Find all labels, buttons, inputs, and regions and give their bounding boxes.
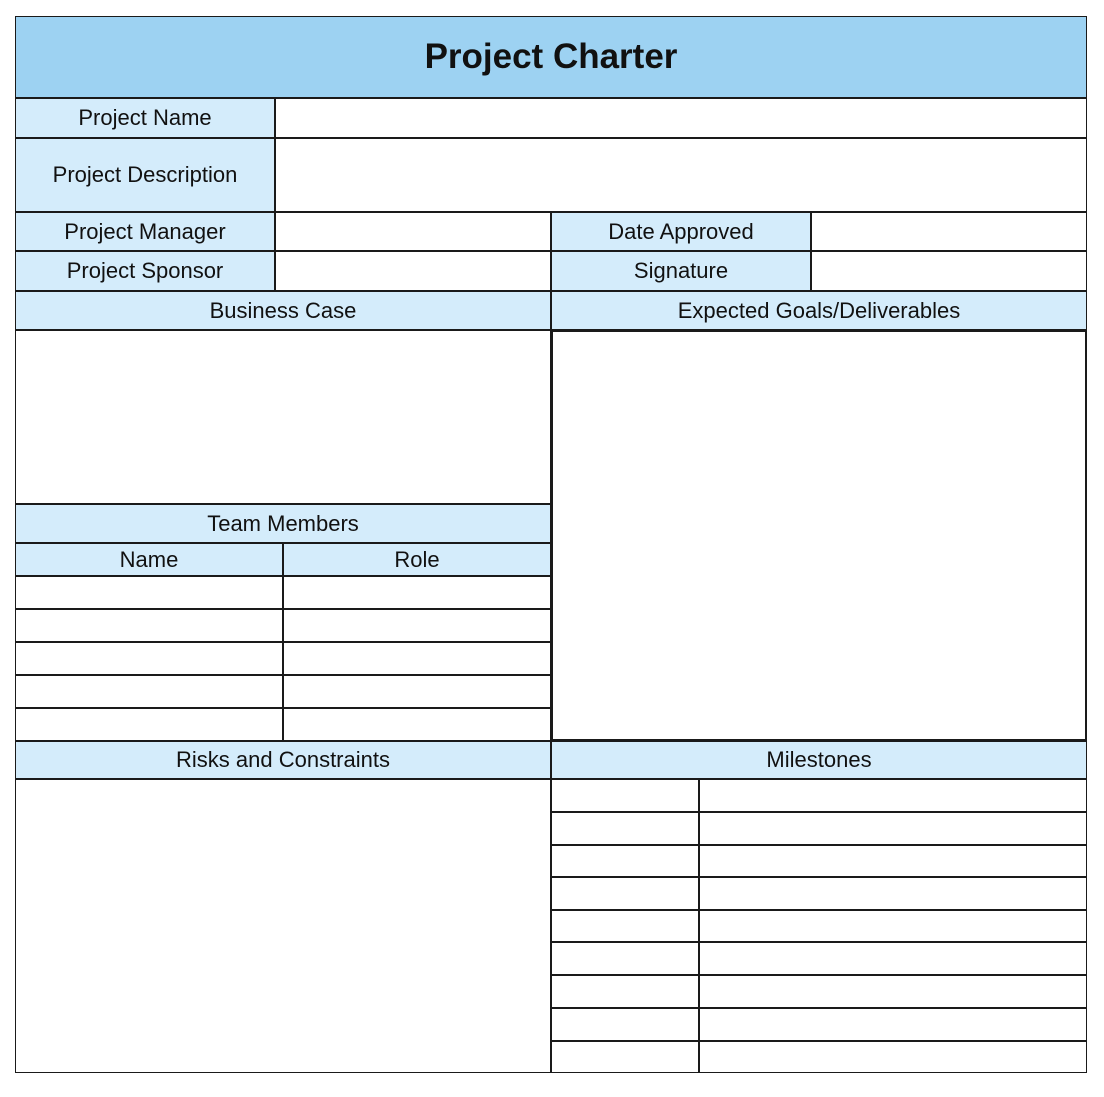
project-name-label: Project Name [15,98,275,138]
team-name-cell[interactable] [15,609,283,642]
team-role-cell[interactable] [283,576,551,609]
milestone-description-cell[interactable] [699,779,1087,812]
team-role-column-header: Role [283,543,551,576]
project-sponsor-label: Project Sponsor [15,251,275,291]
signature-label: Signature [551,251,811,291]
milestone-description-cell[interactable] [699,1008,1087,1041]
project-sponsor-field[interactable] [275,251,551,291]
project-manager-field[interactable] [275,212,551,251]
milestone-description-cell[interactable] [699,975,1087,1008]
team-role-cell[interactable] [283,708,551,741]
milestone-date-cell[interactable] [551,1008,699,1041]
team-name-cell[interactable] [15,675,283,708]
team-name-cell[interactable] [15,708,283,741]
team-role-cell[interactable] [283,609,551,642]
milestone-description-cell[interactable] [699,942,1087,975]
business-case-field[interactable] [15,330,551,504]
milestone-date-cell[interactable] [551,877,699,910]
expected-goals-field[interactable] [551,330,1087,741]
page-title: Project Charter [15,16,1087,98]
team-name-column-header: Name [15,543,283,576]
project-name-field[interactable] [275,98,1087,138]
milestone-date-cell[interactable] [551,812,699,845]
risks-constraints-field[interactable] [15,779,551,1073]
milestone-date-cell[interactable] [551,1041,699,1073]
team-role-cell[interactable] [283,642,551,675]
milestone-description-cell[interactable] [699,877,1087,910]
milestone-date-cell[interactable] [551,845,699,877]
milestone-description-cell[interactable] [699,845,1087,877]
date-approved-label: Date Approved [551,212,811,251]
team-members-header: Team Members [15,504,551,543]
business-case-header: Business Case [15,291,551,330]
milestone-date-cell[interactable] [551,975,699,1008]
team-name-cell[interactable] [15,642,283,675]
project-manager-label: Project Manager [15,212,275,251]
milestones-header: Milestones [551,741,1087,779]
milestone-description-cell[interactable] [699,1041,1087,1073]
signature-field[interactable] [811,251,1087,291]
milestone-date-cell[interactable] [551,779,699,812]
project-description-label: Project Description [15,138,275,212]
date-approved-field[interactable] [811,212,1087,251]
team-name-cell[interactable] [15,576,283,609]
team-role-cell[interactable] [283,675,551,708]
milestone-date-cell[interactable] [551,942,699,975]
milestone-date-cell[interactable] [551,910,699,942]
milestone-description-cell[interactable] [699,812,1087,845]
milestone-description-cell[interactable] [699,910,1087,942]
project-description-field[interactable] [275,138,1087,212]
risks-constraints-header: Risks and Constraints [15,741,551,779]
expected-goals-header: Expected Goals/Deliverables [551,291,1087,330]
